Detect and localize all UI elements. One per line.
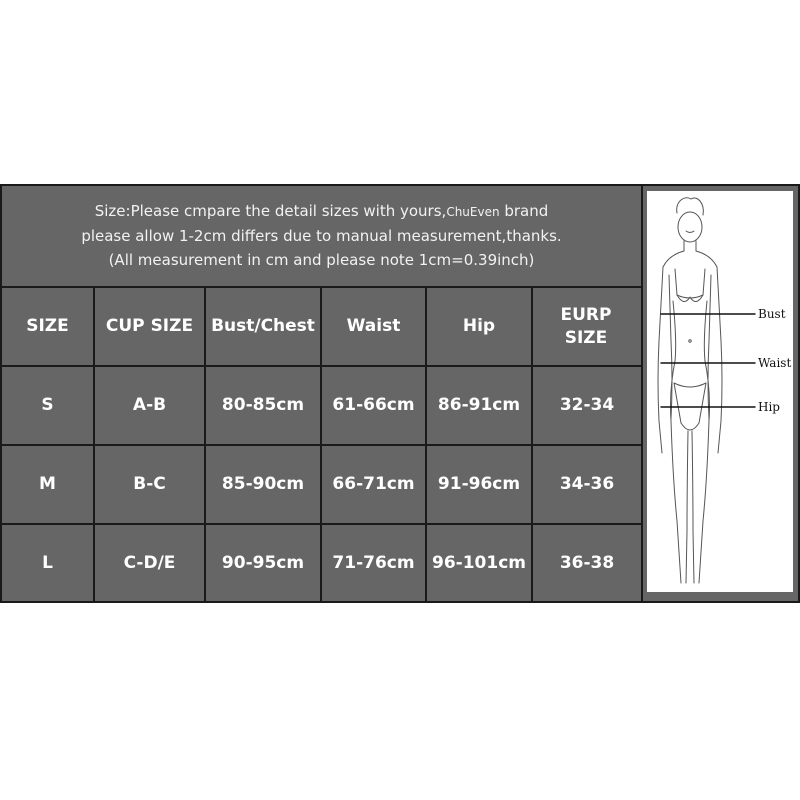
waist-label: Waist [758, 356, 792, 370]
grid-line [0, 601, 800, 603]
cell-hip: 91-96cm [437, 474, 521, 494]
measurement-note [0, 184, 643, 287]
cell-eurp-size: 34-36 [559, 474, 615, 494]
note-line-1-prefix: Size:Please cmpare the detail sizes with yours, [94, 202, 447, 220]
torso-outline [671, 301, 710, 421]
cell-waist: 61-66cm [332, 395, 415, 415]
header-size: SIZE [26, 316, 69, 336]
mouth-outline [686, 231, 694, 233]
hip-label: Hip [758, 400, 780, 414]
inner-leg-outline [686, 431, 694, 583]
cell-bust: 90-95cm [221, 552, 305, 573]
cell-size: L [42, 552, 53, 573]
cell-waist: 71-76cm [332, 552, 415, 573]
body-outline-figure [647, 191, 793, 592]
header-waist: Waist [346, 316, 401, 336]
head-outline [678, 212, 702, 242]
cell-eurp-size: 32-34 [559, 395, 615, 415]
bust-label: Bust [758, 307, 786, 321]
outer-leg-outline [671, 421, 709, 583]
cell-bust: 85-90cm [221, 474, 305, 494]
cell-hip: 86-91cm [437, 395, 521, 415]
header-eurp-size: EURP SIZE [560, 304, 612, 348]
cell-bust: 80-85cm [221, 395, 305, 415]
navel-outline [689, 340, 691, 342]
cell-size: S [41, 395, 54, 415]
note-line-1 [0, 199, 643, 224]
cell-cup-size: C-D/E [123, 552, 176, 573]
cell-eurp-size: 36-38 [559, 552, 615, 573]
note-line-3: (All measurement in cm and please note 1cm=0.39inch) [108, 251, 535, 269]
brand-name: ChuEven [446, 205, 500, 219]
note-line-1-suffix: brand [499, 202, 549, 220]
note-line-2: please allow 1-2cm differs due to manual measurement,thanks. [81, 227, 562, 245]
measurement-figure-panel [647, 191, 793, 592]
header-hip: Hip [462, 316, 496, 336]
cell-waist: 66-71cm [332, 474, 415, 494]
cell-cup-size: A-B [132, 395, 167, 415]
cell-size: M [39, 474, 56, 494]
cell-cup-size: B-C [133, 474, 166, 494]
header-cup-size: CUP SIZE [105, 316, 194, 336]
cell-hip: 96-101cm [432, 552, 526, 573]
bra-outline [675, 269, 705, 302]
header-bust-chest: Bust/Chest [211, 316, 315, 336]
